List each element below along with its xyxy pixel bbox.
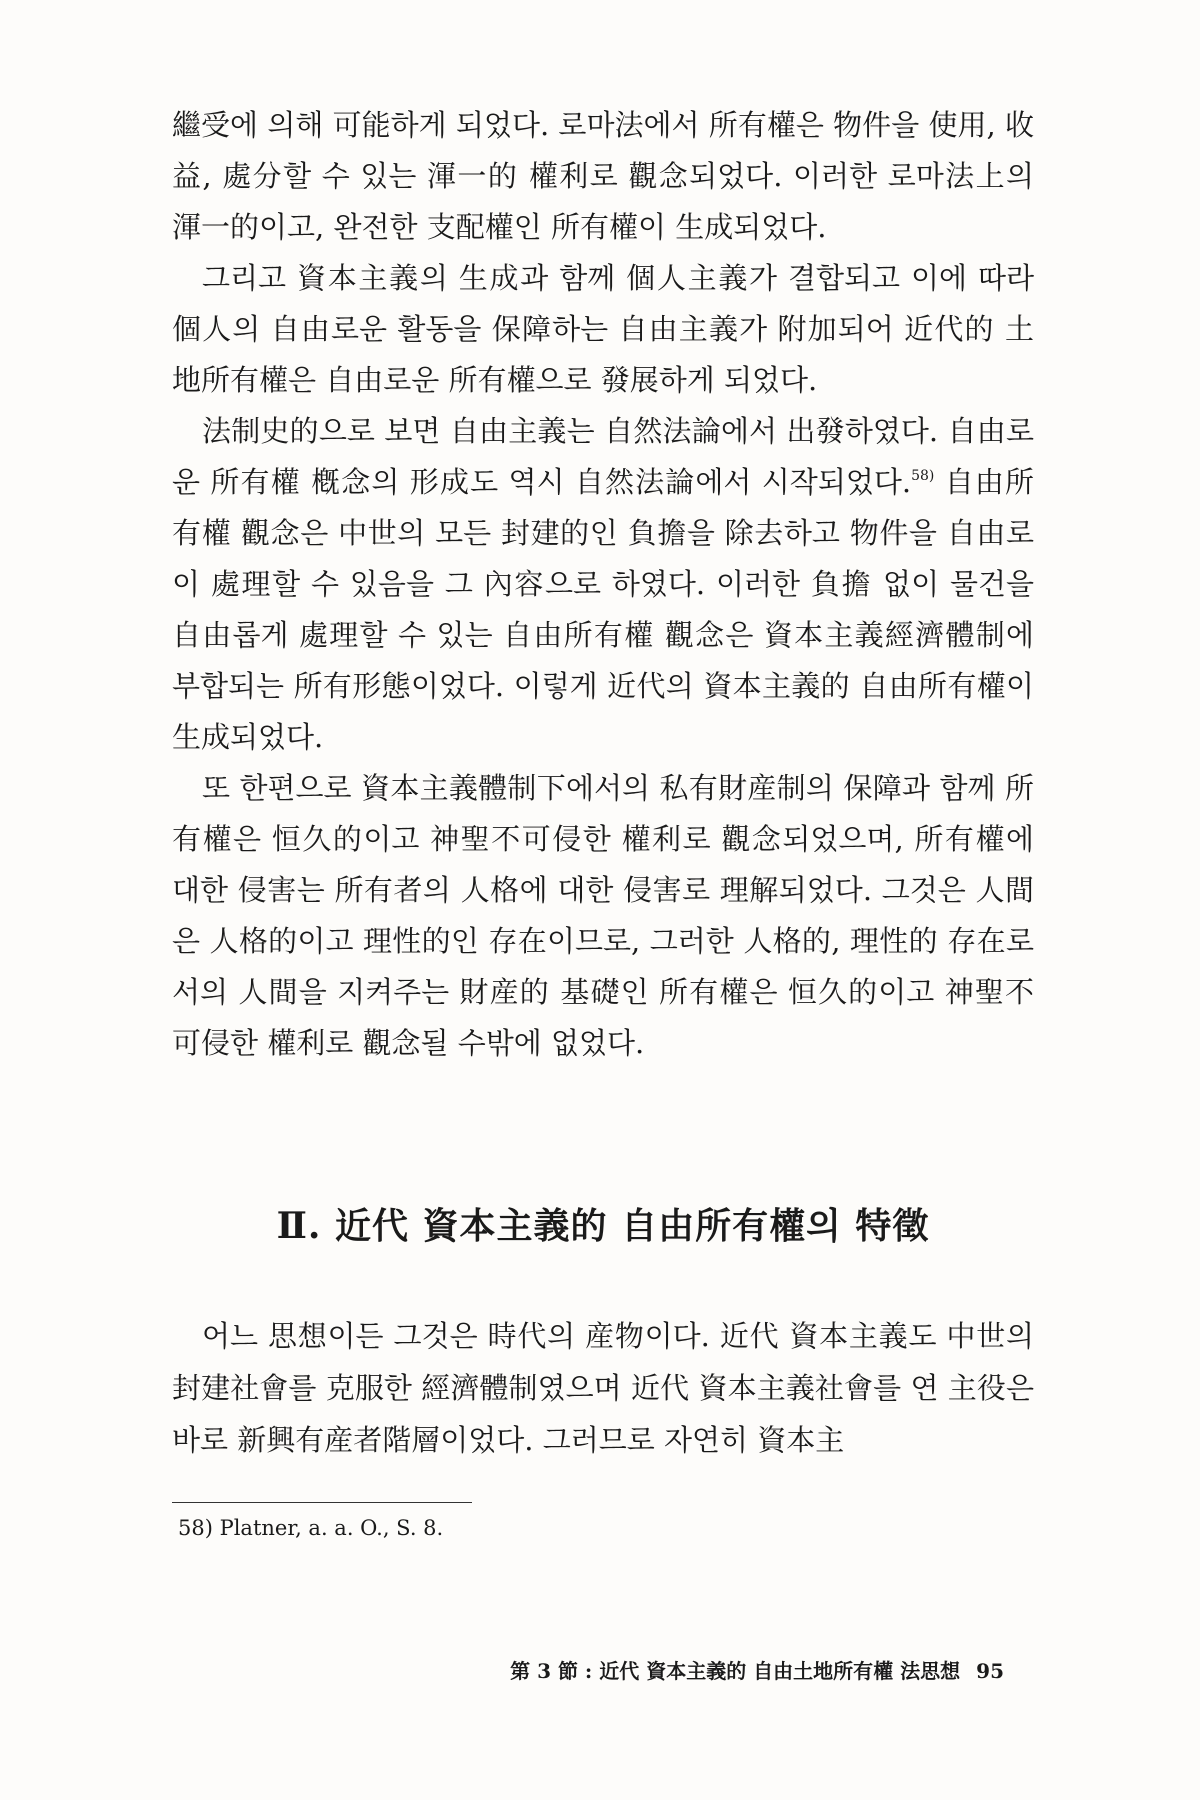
footnote-divider: [172, 1502, 472, 1503]
paragraph-1: 繼受에 의해 可能하게 되었다. 로마法에서 所有權은 物件을 使用, 收益, 處分할 수 있는 渾一的 權利로 觀念되었다. 이러한 로마法上의 渾一的이고, 완전한 支配權인 所有權이 生成되었다.: [172, 108, 1034, 244]
section-paragraph-1: 어느 思想이든 그것은 時代의 産物이다. 近代 資本主義도 中世의 封建社會를 克服한 經濟體制였으며 近代 資本主義社會를 연 主役은 바로 新興有産者階層이었다. 그러므로 자연히 資本主: [172, 1319, 1034, 1457]
page-number: 95: [976, 1659, 1004, 1683]
paragraph-3-part-a: 法制史的으로 보면 自由主義는 自然法論에서 出發하였다. 自由로운 所有權 槪念의 形成도 역시 自然法論에서 시작되었다.: [172, 414, 1034, 499]
footnote-reference-58[interactable]: 58): [911, 468, 935, 484]
running-footer: [510, 1655, 1004, 1684]
section-heading: Ⅱ. 近代 資本主義的 自由所有權의 特徵: [276, 1205, 930, 1247]
paragraph-4: 또 한편으로 資本主義體制下에서의 私有財産制의 保障과 함께 所有權은 恒久的이고 神聖不可侵한 權利로 觀念되었으며, 所有權에 대한 侵害는 所有者의 人格에 대한 侵害로 理解되었다. 그것은 人間은 人格的이고 理性的인 存在이므로, 그러한 人格的, 理性的 存在로서의 人間을 지켜주는 財産的 基礎인 所有權은 恒久的이고 神聖不可侵한 權利로 觀念될 수밖에 없었다.: [172, 771, 1034, 1060]
running-title: 第 3 節 : 近代 資本主義的 自由土地所有權 法思想: [510, 1659, 961, 1683]
paragraph-3: [172, 406, 1034, 763]
paragraph-2: 그리고 資本主義의 生成과 함께 個人主義가 결합되고 이에 따라 個人의 自由로운 활동을 保障하는 自由主義가 附加되어 近代的 土地所有權은 自由로운 所有權으로 發展하게 되었다.: [172, 261, 1034, 397]
paragraph-3-part-b: 自由所有權 觀念은 中世의 모든 封建的인 負擔을 除去하고 物件을 自由로이 處理할 수 있음을 그 內容으로 하였다. 이러한 負擔 없이 물건을 自由롭게 處理할 수 있는 自由所有權 觀念은 資本主義經濟體制에 부합되는 所有形態이었다. 이렇게 近代의 資本主義的 自由所有權이 生成되었다.: [172, 465, 1034, 754]
footnote-58: 58) Platner, a. a. O., S. 8.: [178, 1516, 444, 1540]
section-body: [172, 1310, 1034, 1466]
body-text: [172, 100, 1034, 1069]
